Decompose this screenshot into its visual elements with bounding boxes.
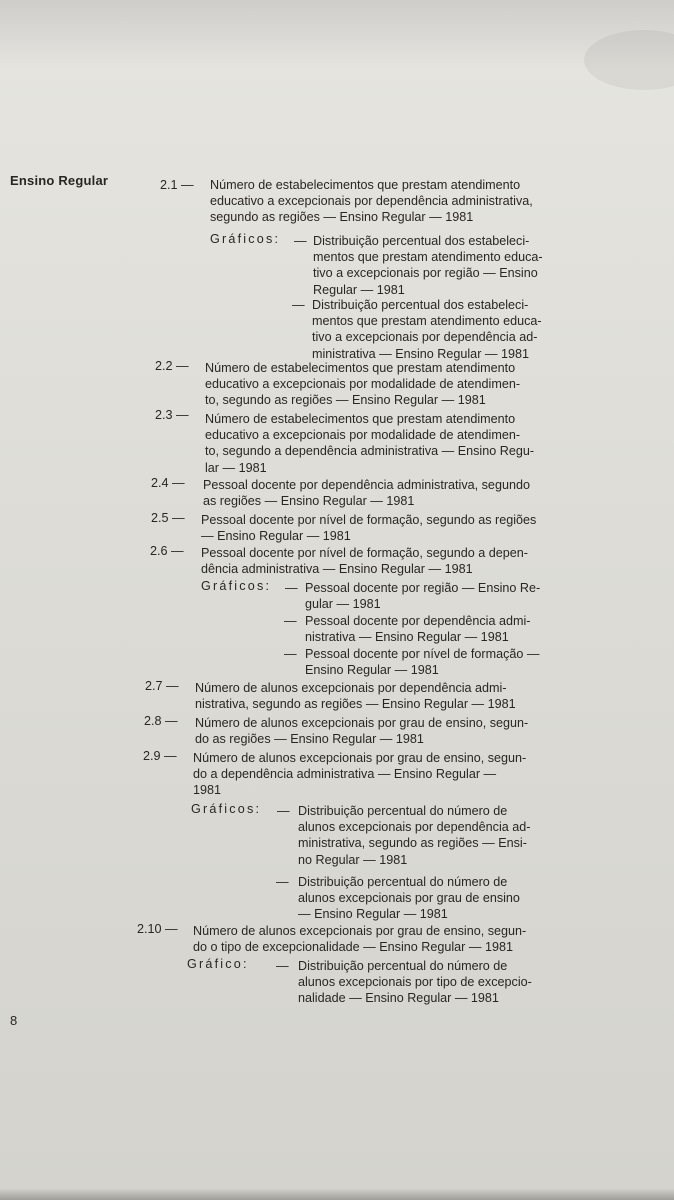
entry-line: educativo a excepcionais por modalidade de atendimen-	[205, 377, 521, 392]
entry-number: 2.5 —	[151, 511, 185, 525]
entry-number: 2.2 —	[155, 359, 189, 373]
sub-dash: —	[277, 804, 290, 818]
sub-line: Ensino Regular — 1981	[305, 663, 439, 678]
grafico-label: Gráfico:	[187, 957, 249, 971]
entry-line: Pessoal docente por dependência administrativa, segundo	[203, 478, 530, 492]
sub-line: tivo a excepcionais por região — Ensino	[313, 266, 538, 281]
sub-entry-text	[305, 613, 571, 645]
entry-line: nistrativa, segundo as regiões — Ensino Regular — 1981	[195, 697, 516, 712]
entry-line: do as regiões — Ensino Regular — 1981	[195, 732, 424, 747]
sub-entry-text	[305, 580, 571, 612]
sub-line: Distribuição percentual dos estabeleci-	[312, 298, 529, 312]
entry-line: educativo a excepcionais por dependência administrativa,	[210, 194, 533, 209]
sub-line: — Ensino Regular — 1981	[298, 907, 448, 922]
entry-text	[193, 923, 570, 955]
entry-number: 2.10 —	[137, 922, 178, 936]
sub-line: no Regular — 1981	[298, 852, 408, 867]
sub-line: Regular — 1981	[313, 282, 405, 297]
page-number: 8	[10, 1013, 18, 1028]
entry-line: to, segundo as regiões — Ensino Regular — 1981	[205, 393, 486, 408]
entry-text	[203, 477, 572, 509]
sub-dash: —	[294, 234, 307, 248]
sub-dash: —	[285, 581, 298, 595]
entry-number: 2.3 —	[155, 408, 189, 422]
entry-text	[210, 177, 572, 226]
sub-line: tivo a excepcionais por dependência ad-	[312, 330, 538, 345]
entry-line: Pessoal docente por nível de formação, segundo a depen-	[201, 546, 528, 560]
entry-line: 1981	[193, 783, 222, 798]
entry-line: educativo a excepcionais por modalidade de atendimen-	[205, 428, 521, 443]
sub-line: ministrativa, segundo as regiões — Ensi-	[298, 836, 527, 851]
entry-text	[195, 680, 570, 712]
entry-line: Número de estabelecimentos que prestam atendimento	[210, 178, 521, 192]
entry-number: 2.7 —	[145, 679, 179, 693]
entry-number: 2.4 —	[151, 476, 185, 490]
entry-line: segundo as regiões — Ensino Regular — 1981	[210, 210, 474, 225]
entry-text	[205, 360, 569, 409]
graficos-label: Gráficos:	[210, 232, 281, 246]
entry-line: dência administrativa — Ensino Regular — 1981	[201, 562, 473, 577]
entry-number: 2.1 —	[160, 178, 194, 192]
sub-line: nistrativa — Ensino Regular — 1981	[305, 630, 509, 645]
entry-number: 2.9 —	[143, 749, 177, 763]
sub-line: Distribuição percentual do número de	[298, 959, 508, 973]
entry-line: do o tipo de excepcionalidade — Ensino Regular — 1981	[193, 940, 513, 955]
entry-number: 2.6 —	[150, 544, 184, 558]
sub-dash: —	[284, 614, 297, 628]
sub-line: Distribuição percentual do número de	[298, 875, 508, 889]
sub-line: alunos excepcionais por grau de ensino	[298, 891, 520, 906]
entry-text	[201, 545, 571, 577]
entry-line: Número de alunos excepcionais por dependência admi-	[195, 681, 507, 695]
entry-line: Número de alunos excepcionais por grau de ensino, segun-	[193, 924, 527, 938]
sub-line: Pessoal docente por região — Ensino Re-	[305, 581, 541, 595]
entry-line: do a dependência administrativa — Ensino Regular —	[193, 767, 497, 782]
entry-line: — Ensino Regular — 1981	[201, 529, 351, 544]
sub-entry-text	[298, 958, 570, 1007]
sub-dash: —	[276, 875, 289, 889]
sub-entry-text	[298, 874, 570, 923]
entry-text	[201, 512, 572, 544]
sub-line: Pessoal docente por nível de formação —	[305, 647, 540, 661]
sub-entry-text	[305, 646, 571, 678]
section-heading: Ensino Regular	[10, 173, 109, 188]
sub-dash: —	[292, 298, 305, 312]
sub-entry-text	[313, 233, 571, 298]
entry-line: lar — 1981	[205, 460, 267, 475]
sub-line: mentos que prestam atendimento educa-	[313, 250, 543, 265]
entry-line: as regiões — Ensino Regular — 1981	[203, 494, 415, 509]
entry-text	[205, 411, 569, 476]
entry-line: Número de alunos excepcionais por grau de ensino, segun-	[193, 751, 527, 765]
graficos-label: Gráficos:	[191, 802, 262, 816]
sub-line: alunos excepcionais por tipo de excepcio-	[298, 975, 532, 990]
sub-line: alunos excepcionais por dependência ad-	[298, 820, 531, 835]
sub-line: ministrativa — Ensino Regular — 1981	[312, 346, 529, 361]
graficos-label: Gráficos:	[201, 579, 272, 593]
entry-line: Número de alunos excepcionais por grau de ensino, segun-	[195, 716, 529, 730]
sub-entry-text	[312, 297, 570, 362]
entry-text	[195, 715, 570, 747]
sub-line: gular — 1981	[305, 597, 381, 612]
sub-entry-text	[298, 803, 570, 868]
sub-line: mentos que prestam atendimento educa-	[312, 314, 542, 329]
sub-dash: —	[284, 647, 297, 661]
entry-text	[193, 750, 570, 799]
sub-line: Pessoal docente por dependência admi-	[305, 614, 531, 628]
sub-dash: —	[276, 959, 289, 973]
sub-line: nalidade — Ensino Regular — 1981	[298, 991, 499, 1006]
sub-line: Distribuição percentual do número de	[298, 804, 508, 818]
sub-line: Distribuição percentual dos estabeleci-	[313, 234, 530, 248]
entry-line: to, segundo a dependência administrativa — Ensino Regu-	[205, 444, 535, 459]
entry-line: Pessoal docente por nível de formação, segundo as regiões	[201, 513, 537, 527]
entry-line: Número de estabelecimentos que prestam atendimento	[205, 361, 516, 375]
entry-line: Número de estabelecimentos que prestam atendimento	[205, 412, 516, 426]
entry-number: 2.8 —	[144, 714, 178, 728]
